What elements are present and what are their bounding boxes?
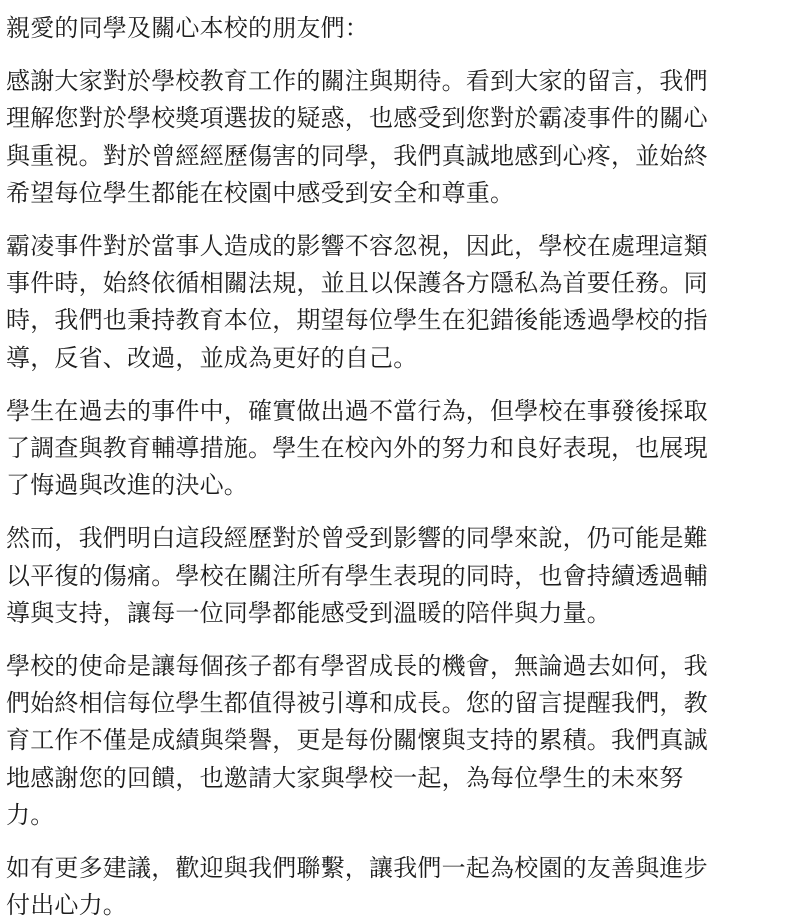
paragraph-line: 以平復的傷痛。學校在關注所有學生表現的同時，也會持續透過輔	[6, 561, 708, 590]
paragraph-line: 理解您對於學校獎項選拔的疑惑，也感受到您對於霸凌事件的關心	[6, 104, 708, 133]
paragraph-3	[6, 393, 792, 505]
paragraph-line: 希望每位學生都能在校園中感受到安全和尊重。	[6, 178, 515, 207]
paragraph-line: 與重視。對於曾經經歷傷害的同學，我們真誠地感到心疼，並始終	[6, 141, 708, 170]
paragraph-line: 事件時，始終依循相關法規，並且以保護各方隱私為首要任務。同	[6, 269, 708, 298]
paragraph-line: 霸凌事件對於當事人造成的影響不容忽視，因此，學校在處理這類	[6, 232, 708, 261]
paragraph-line: 付出心力。	[6, 891, 127, 920]
paragraph-line: 如有更多建議，歡迎與我們聯繫，讓我們一起為校園的友善與進步	[6, 854, 708, 883]
paragraph-line: 然而，我們明白這段經歷對於曾受到影響的同學來說，仍可能是難	[6, 524, 708, 553]
paragraph-6	[6, 850, 792, 924]
paragraph-1	[6, 63, 792, 212]
paragraph-line: 了悔過與改進的決心。	[6, 471, 248, 500]
paragraph-line: 學生在過去的事件中，確實做出過不當行為，但學校在事發後採取	[6, 396, 708, 425]
greeting-text: 親愛的同學及關心本校的朋友們：	[6, 14, 369, 42]
paragraph-line: 們始終相信每位學生都值得被引導和成長。您的留言提醒我們，教	[6, 689, 708, 718]
paragraph-2	[6, 228, 792, 377]
paragraph-line: 學校的使命是讓每個孩子都有學習成長的機會，無論過去如何，我	[6, 652, 708, 681]
paragraph-5	[6, 648, 792, 834]
paragraph-line: 導與支持，讓每一位同學都能感受到溫暖的陪伴與力量。	[6, 598, 611, 627]
paragraph-line: 力。	[6, 800, 55, 829]
greeting-paragraph	[6, 10, 792, 47]
paragraph-4	[6, 520, 792, 632]
paragraph-line: 時，我們也秉持教育本位，期望每位學生在犯錯後能透過學校的指	[6, 306, 708, 335]
paragraph-line: 地感謝您的回饋，也邀請大家與學校一起，為每位學生的未來努	[6, 763, 684, 792]
paragraph-line: 導，反省、改過，並成為更好的自己。	[6, 343, 418, 372]
paragraph-line: 感謝大家對於學校教育工作的關注與期待。看到大家的留言，我們	[6, 67, 708, 96]
paragraph-line: 育工作不僅是成績與榮譽，更是每份關懷與支持的累積。我們真誠	[6, 726, 708, 755]
paragraph-line: 了調查與教育輔導措施。學生在校內外的努力和良好表現，也展現	[6, 434, 708, 463]
